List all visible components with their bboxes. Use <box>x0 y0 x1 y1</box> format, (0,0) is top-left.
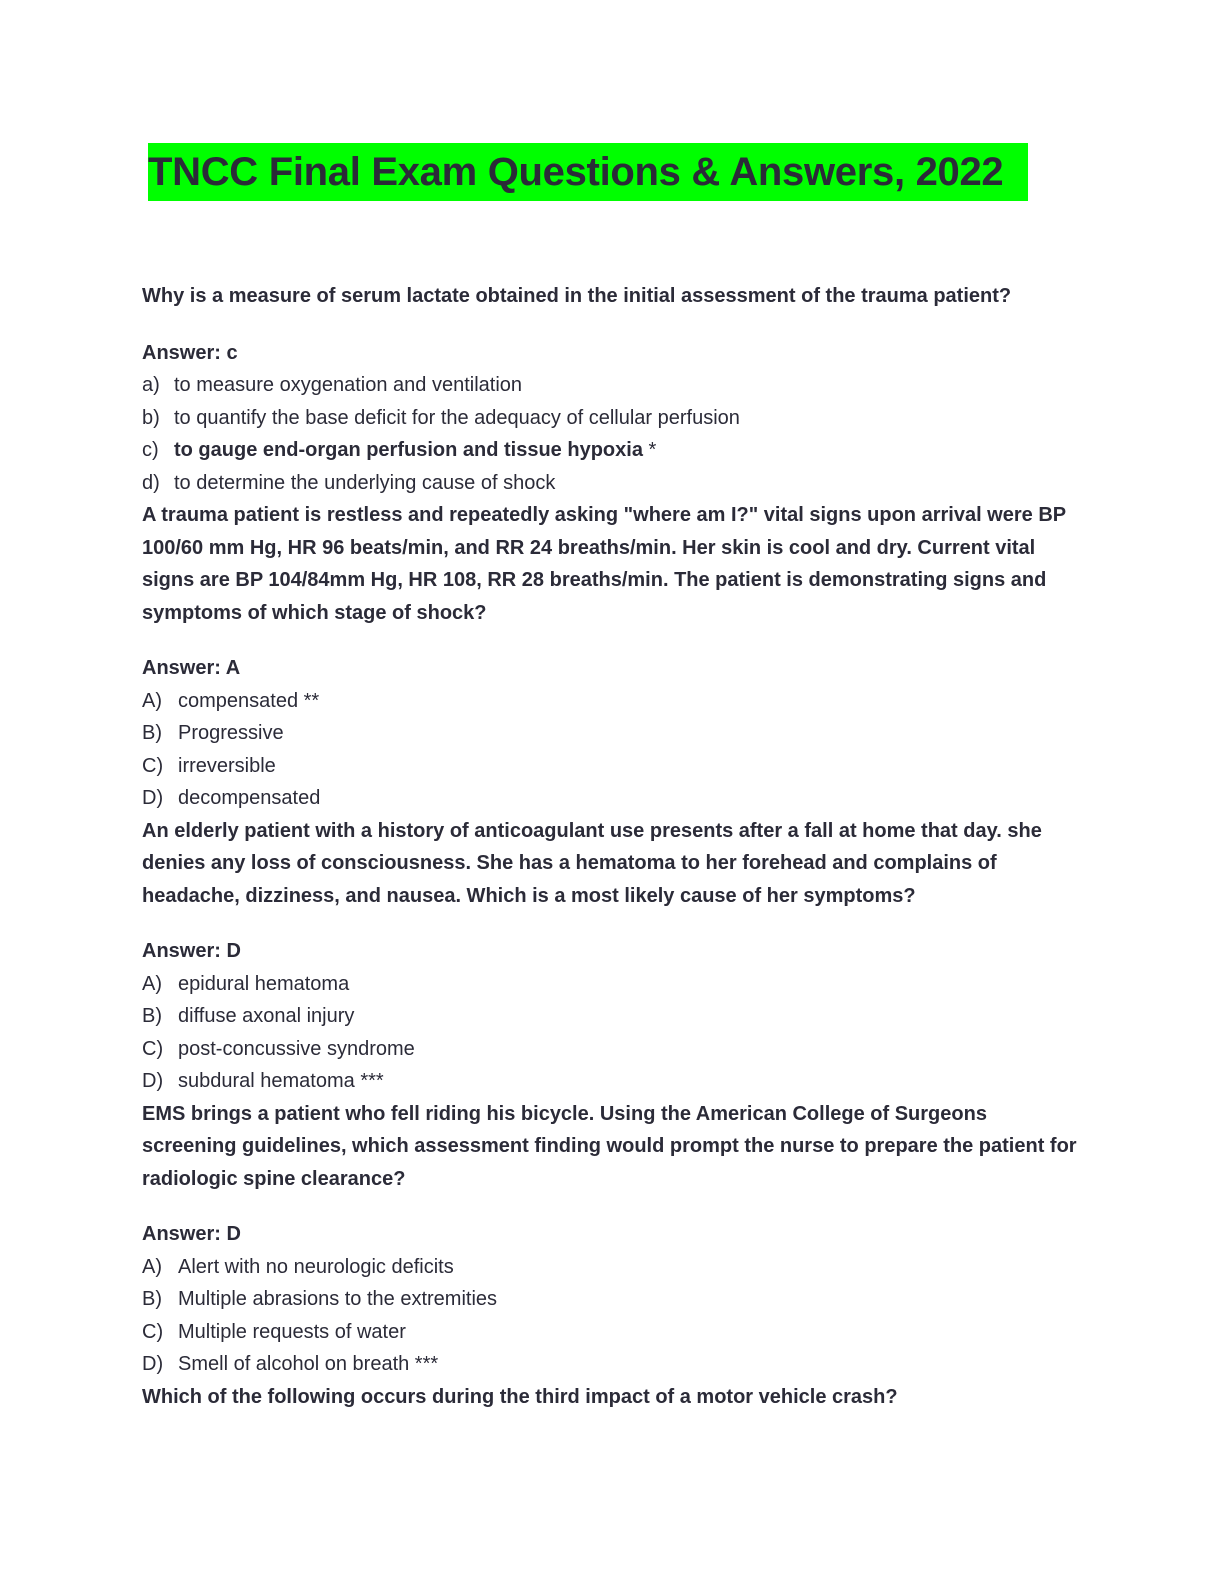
option-text: diffuse axonal injury <box>178 1005 355 1027</box>
question-text: Which of the following occurs during the third impact of a motor vehicle crash? <box>142 1385 898 1408</box>
option-letter: c) <box>142 439 159 461</box>
option-letter: C) <box>142 1320 164 1343</box>
option-text: irreversible <box>178 754 276 777</box>
question-block <box>142 499 1082 815</box>
option-item-correct <box>142 434 1082 467</box>
option-text: epidural hematoma <box>178 972 350 995</box>
option-letter: B) <box>142 722 162 744</box>
option-text: Multiple abrasions to the extremities <box>178 1288 498 1310</box>
option-item <box>142 750 1082 783</box>
option-letter: D) <box>142 1353 164 1375</box>
option-item <box>142 782 1082 815</box>
option-text: to quantify the base deficit for the adequacy of cellular perfusion <box>174 406 740 429</box>
option-letter: d) <box>142 471 160 494</box>
option-item <box>142 467 1082 500</box>
option-item <box>142 1251 1082 1284</box>
option-letter: b) <box>142 406 160 429</box>
option-letter: A) <box>142 972 162 995</box>
option-text: to measure oxygenation and ventilation <box>174 374 523 396</box>
option-item <box>142 369 1082 402</box>
question-block <box>142 280 1082 499</box>
question-block <box>142 815 1082 1098</box>
option-letter: C) <box>142 1037 164 1060</box>
option-item <box>142 717 1082 750</box>
option-letter: D) <box>142 787 164 809</box>
option-letter: D) <box>142 1070 164 1092</box>
option-item <box>142 1033 1082 1066</box>
option-text: decompensated <box>178 787 321 809</box>
document-body <box>142 280 1082 1413</box>
option-letter: A) <box>142 689 162 712</box>
answer-key: Answer: D <box>142 940 241 962</box>
option-text: to determine the underlying cause of shock <box>174 471 556 494</box>
option-item <box>142 402 1082 435</box>
option-item <box>142 1316 1082 1349</box>
option-text: subdural hematoma *** <box>178 1070 384 1092</box>
option-text: Smell of alcohol on breath *** <box>178 1353 439 1375</box>
option-item <box>142 968 1082 1001</box>
option-item <box>142 685 1082 718</box>
option-list <box>142 1251 1082 1381</box>
option-list <box>142 369 1082 499</box>
option-list <box>142 685 1082 815</box>
option-letter: C) <box>142 754 164 777</box>
question-text: A trauma patient is restless and repeatedly asking "where am I?" vital signs upon arrival were BP 100/60 mm Hg, HR 96 beats/min, and RR 24 breaths/min. Her skin is cool and dry. Current vital signs are BP 104/84mm Hg, HR 108, RR 28 breaths/min. The patient is demonstrating signs and symptoms of which stage of shock? <box>142 504 1066 624</box>
option-text: compensated ** <box>178 689 320 712</box>
answer-key: Answer: D <box>142 1223 241 1245</box>
option-item <box>142 1348 1082 1381</box>
answer-key: Answer: c <box>142 341 238 364</box>
option-letter: B) <box>142 1288 162 1310</box>
answer-key: Answer: A <box>142 657 241 679</box>
option-list <box>142 968 1082 1098</box>
option-item <box>142 1000 1082 1033</box>
option-item <box>142 1283 1082 1316</box>
option-text: to gauge end-organ perfusion and tissue hypoxia <box>174 439 643 461</box>
correct-marker: * <box>642 439 657 461</box>
page-title: TNCC Final Exam Questions & Answers, 2022 <box>148 150 1004 194</box>
title-highlight <box>148 143 1028 201</box>
option-text: post-concussive syndrome <box>178 1037 415 1060</box>
option-letter: B) <box>142 1005 162 1027</box>
question-text: EMS brings a patient who fell riding his bicycle. Using the American College of Surgeons screening guidelines, which assessment finding would prompt the nurse to prepare the patient for radiologic spine clearance? <box>142 1102 1077 1190</box>
option-letter: a) <box>142 374 160 396</box>
question-text: An elderly patient with a history of anticoagulant use presents after a fall at home that day. she denies any loss of consciousness. She has a hematoma to her forehead and complains of headache, dizziness, and nausea. Which is a most likely cause of her symptoms? <box>142 819 1042 907</box>
option-text: Alert with no neurologic deficits <box>178 1255 454 1278</box>
option-item <box>142 1065 1082 1098</box>
question-block <box>142 1098 1082 1381</box>
question-block <box>142 1381 1082 1414</box>
option-text: Multiple requests of water <box>178 1320 406 1343</box>
option-letter: A) <box>142 1255 162 1278</box>
option-text: Progressive <box>178 722 284 744</box>
question-text: Why is a measure of serum lactate obtained in the initial assessment of the trauma patient? <box>142 285 1012 307</box>
